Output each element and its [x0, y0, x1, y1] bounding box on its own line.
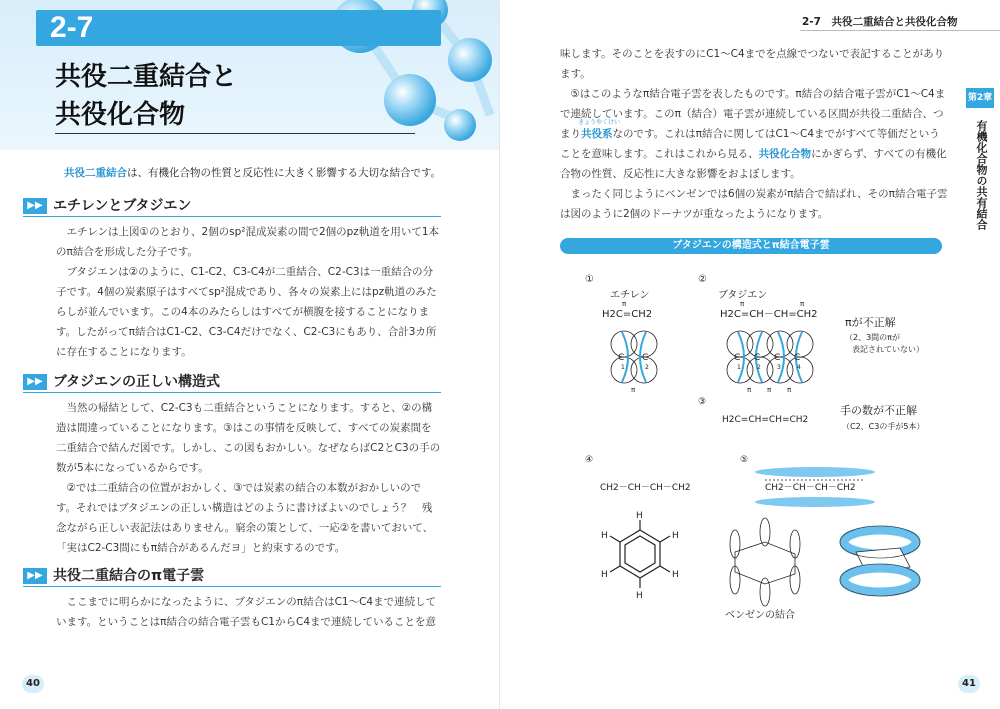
formula-4: CH2－CH－CH－CH2: [600, 483, 691, 493]
carbon-index: 1: [737, 364, 741, 371]
hydrogen-symbol: H: [601, 531, 608, 541]
paragraph: [560, 84, 948, 184]
benzene-structure: [610, 520, 670, 588]
section-heading-ethylene: [23, 196, 441, 217]
carbon-index: 4: [797, 364, 801, 371]
fig-label-4: ④: [585, 455, 594, 465]
paragraph: ②では二重結合の位置がおかしく、③では炭素の結合の本数がおかしいのです。それではブタジエンの正しい構造はどのように書けばよいのでしょう？ 残念ながら正しい表記法はありません。窮余の策として、一応②を書いておいて、「実はC2-C3間にもπ結合があるんだヨ」と約束するのです。: [56, 482, 434, 554]
right-body-text: [560, 44, 948, 224]
intro-term: 共役二重結合: [64, 167, 127, 179]
section-title: ブタジエンの正しい構造式: [53, 374, 221, 390]
page-title-line2: 共役化合物: [55, 100, 186, 130]
text-span: にかぎらず、すべての有機化合物の性質、反応性に大きな影響をおよぼします。: [560, 148, 947, 180]
running-head: 2-7 共役二重結合と共役化合物: [802, 16, 958, 28]
chapter-tab: 第2章: [966, 88, 994, 108]
carbon-symbol: C: [734, 353, 741, 363]
double-arrow-icon: ▶▶: [23, 568, 47, 584]
chapter-tab-title: 有機化合物の共有結合: [975, 120, 988, 230]
pi-cloud-top: [755, 467, 875, 477]
pi-symbol: π: [747, 386, 752, 394]
incorrect-pi-note: 表記されていない）: [852, 345, 924, 354]
intro-rest: は、有機化合物の性質と反応性に大きく影響する大切な結合です。: [127, 167, 442, 179]
section-body-structure: [56, 398, 441, 558]
paragraph: 味します。そのことを表すのにC1～C4までを点線でつないで表記することがあります。: [560, 48, 945, 80]
fig-label-3: ③: [698, 397, 707, 407]
paragraph: ここまでに明らかになったように、ブタジエンのπ結合はC1～C4まで連続しています。ということはπ結合の結合電子雲もC1からC4まで連続していることを意: [56, 596, 437, 628]
carbon-symbol: C: [642, 353, 649, 363]
paragraph: まったく同じようにベンゼンでは6個の炭素がπ結合で結ばれ、そのπ結合電子雲は図のように2個のドーナツが重なったようになります。: [560, 188, 948, 220]
intro-text: [64, 165, 441, 180]
pi-cloud-bottom: [755, 497, 875, 507]
incorrect-valence-label: 手の数が不正解: [840, 404, 917, 417]
benzene-caption: ベンゼンの結合: [725, 610, 795, 621]
ethylene-formula: H2C=CH2: [602, 309, 653, 320]
double-arrow-icon: ▶▶: [23, 374, 47, 390]
page-number-right: 41: [958, 675, 980, 693]
section-body-ethylene: [56, 222, 441, 362]
ethylene-label: エチレン: [610, 290, 650, 301]
hydrogen-symbol: H: [636, 511, 643, 521]
pi-symbol: π: [767, 386, 772, 394]
term-conjugated-compound: 共役化合物: [758, 148, 812, 160]
paragraph: ブタジエンは②のように、C1-C2、C3-C4が二重結合、C2-C3は一重結合の分子です。4個の炭素原子はすべてsp²混成であり、各々の炭素上にはpz軌道のみたらしが並んでいます。この4本のみたらしはすべてが横腹を接することになります。したがってπ結合はC1-C2、C3-C4だけでなく、C2-C3にもあり、合計3カ所に存在することになります。: [56, 266, 437, 358]
pi-symbol: π: [787, 386, 792, 394]
figure-title: ブタジエンの構造式とπ結合電子雲: [560, 238, 942, 254]
title-divider: [55, 133, 415, 134]
running-head-rule: [800, 30, 1000, 31]
section-heading-structure: [23, 372, 441, 393]
fig-label-1: ①: [585, 274, 594, 285]
carbon-symbol: C: [774, 353, 781, 363]
term-conjugated-system: 共役系: [581, 128, 613, 140]
section-body-pi-cloud: [56, 592, 441, 632]
hydrogen-symbol: H: [672, 531, 679, 541]
butadiene-figure: [560, 262, 942, 632]
carbon-index: 3: [777, 364, 781, 371]
butadiene-label: ブタジエン: [718, 290, 768, 301]
page-title: [55, 58, 237, 134]
page-number-left: 40: [22, 675, 44, 693]
text-span: なのです。これはπ結合に関してはC1～C4までがすべて等価だということを意味します。これはこれから見る、: [560, 128, 940, 160]
carbon-symbol: C: [618, 353, 625, 363]
benzene-orbitals: [730, 518, 800, 606]
molecule-atom: [448, 38, 492, 82]
incorrect-pi-note: （2、3間のπが: [845, 333, 900, 342]
carbon-index: 2: [757, 364, 761, 371]
carbon-symbol: C: [794, 353, 801, 363]
section-heading-pi-cloud: [23, 566, 441, 587]
formula-3: H2C=CH=CH=CH2: [722, 415, 809, 425]
pi-symbol: π: [631, 386, 636, 394]
paragraph: エチレンは上図①のとおり、2個のsp²混成炭素の間で2個のpz軌道を用いて1本のπ結合を形成した分子です。: [56, 226, 440, 258]
paragraph: 当然の帰結として、C2-C3も二重結合ということになります。すると、②の構造は間違っていることになります。③はこの事情を反映して、すべての炭素間を二重結合で結んだ図です。しかし、この図もおかしい。なぜならばC2とC3の手の数が5本になっているからです。: [56, 402, 441, 474]
hydrogen-symbol: H: [601, 570, 608, 580]
pi-symbol: π: [800, 300, 805, 308]
incorrect-pi-label: πが不正解: [845, 316, 896, 329]
benzene-pi-cloud-donuts: [840, 526, 920, 596]
hydrogen-symbol: H: [672, 570, 679, 580]
carbon-symbol: C: [754, 353, 761, 363]
carbon-index: 2: [645, 364, 649, 371]
right-page: [500, 0, 1000, 709]
carbon-index: 1: [621, 364, 625, 371]
hydrogen-symbol: H: [636, 591, 643, 601]
pi-symbol: π: [622, 300, 627, 308]
chapter-number: 2-7: [36, 10, 441, 46]
text-span: ⑤はこのようなπ結合電子雲を表したものです。π結合の結合電子雲がC1～C4まで連続しています。このπ（結合）電子雲が連続している区間が共役二重結合、つまり: [560, 88, 946, 140]
molecule-atom: [444, 109, 476, 141]
page-title-line1: 共役二重結合と: [55, 62, 238, 92]
molecule-atom: [384, 74, 436, 126]
furigana: きょうやくけい: [578, 119, 621, 126]
section-title: エチレンとブタジエン: [53, 198, 192, 214]
double-arrow-icon: ▶▶: [23, 198, 47, 214]
fig-label-2: ②: [698, 274, 707, 285]
section-title: 共役二重結合のπ電子雲: [53, 568, 205, 584]
incorrect-valence-note: （C2、C3の手が5本）: [842, 422, 925, 431]
butadiene-formula: H2C=CH－CH=CH2: [720, 309, 818, 320]
pi-symbol: π: [740, 300, 745, 308]
fig-label-5: ⑤: [740, 455, 749, 465]
formula-5: CH2－CH－CH－CH2: [765, 483, 856, 493]
